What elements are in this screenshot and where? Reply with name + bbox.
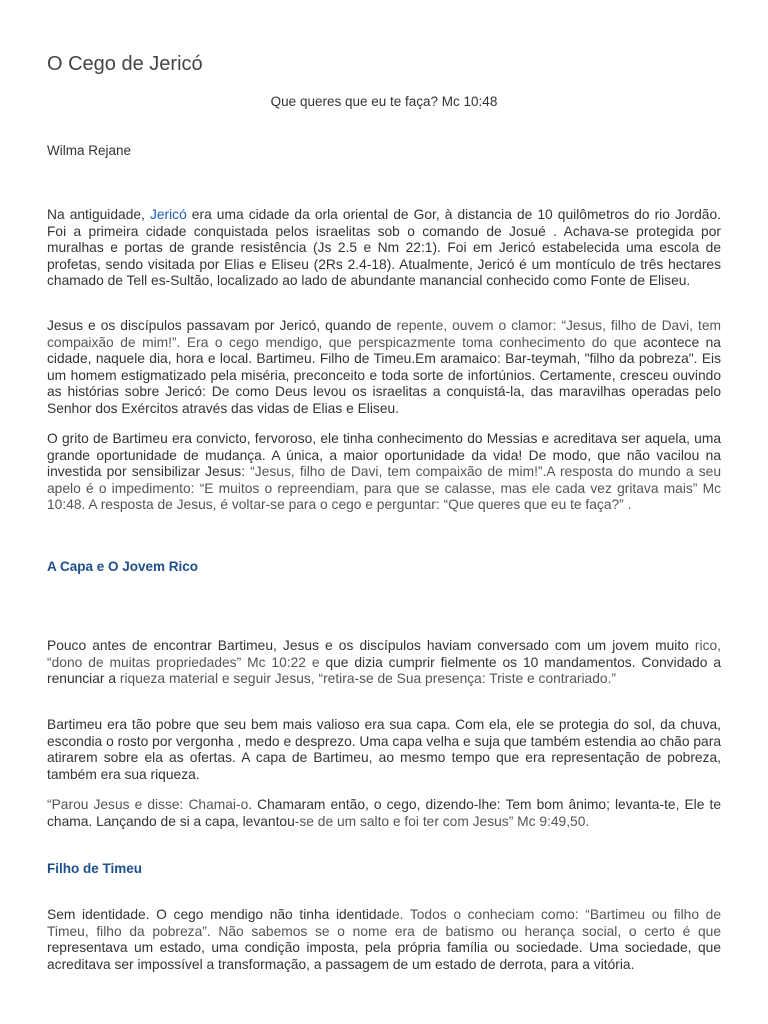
paragraph-capa: Bartimeu era tão pobre que seu bem mais valioso era sua capa. Com ela, ele se protegia do sol, da chuva, escondia o rosto por vergonha , medo e desprezo. Uma capa velha e suja que também estendia ao chão para atirarem sobre ela as ofertas. A capa de Bartimeu, ao mesmo tempo que era representação de pobreza, também era sua riqueza.: [47, 717, 721, 782]
paragraph-text: de. Todos o conheciam como: “Bartimeu ou filho de Timeu, filho da pobreza”. Não sabemos se o nome era de batismo ou herança social, o certo é que: [47, 907, 721, 939]
paragraph-text: era uma cidade da orla oriental de Gor, à distancia de 10 quilômetros do rio Jordão. Foi a primeira cidade conquistada pelos israelitas sob o comando de Josué . Achava-se protegida por muralhas e portas de grande resistência (Js 2.5 e Nm 22:1). Foi em Jericó estabelecida uma escola de profetas, sendo visitada por Elias e Eliseu (2Rs 2.4-18). Atualmente, Jericó é um montículo de três hectares chamado de Tell es-Sultão, localizado ao lado de abundante manancial conhecido como Fonte de Eliseu.: [47, 207, 721, 288]
paragraph-quote-parou: [47, 797, 721, 830]
paragraph-text: Jesus e os discípulos passavam por Jericó, quando de: [47, 318, 397, 333]
paragraph-antiquity: [47, 207, 721, 290]
section-heading-timeu: Filho de Timeu: [47, 861, 143, 876]
paragraph-text: . Chamaram então, o cego, dizendo-lhe: Tem bom ânimo; levanta-te, Ele te chama. Lançando de si a capa, levantou: [47, 797, 722, 829]
paragraph-text: -se de um salto e foi ter com Jesus” Mc 9:49,50.: [294, 813, 590, 829]
paragraph-text: acontece na cidade, naquele dia, hora e local. Bartimeu. Filho de Timeu.Em aramaico: Bar-teymah, "filho da pobreza". Eis um homem estigmatizado pela miséria, preconceito e toda sorte de infortúnios. Certamente, cresceu ouvindo as histórias sobre Jericó: De como Deus levou os israelitas a conquistá-la, das maravilhas operadas pelo Senhor dos Exércitos através das vidas de Elias e Eliseu.: [47, 334, 721, 416]
paragraph-jesus-passing: [47, 318, 721, 417]
subtitle-verse: Que queres que eu te faça? Mc 10:48: [270, 94, 498, 109]
page-title: O Cego de Jericó: [47, 53, 203, 75]
paragraph-text: Sem identidade. O cego mendigo não tinha identida: [47, 907, 385, 922]
paragraph-jovem-rico: [47, 638, 721, 688]
paragraph-text: rico, “dono de muitas propriedades” Mc 10:22 e: [47, 638, 721, 670]
author-name: Wilma Rejane: [47, 143, 132, 158]
jerico-link[interactable]: Jericó: [149, 207, 187, 222]
paragraph-text: “Parou Jesus e disse: Chamai-o: [47, 797, 249, 812]
paragraph-text: representava um estado, uma condição imposta, pela própria família ou sociedade. Uma sociedade, que acreditava ser impossível a transformação, a passagem de um estado de derrota, para a vitória.: [47, 940, 721, 972]
paragraph-text: riqueza material e seguir Jesus, “retira-se de Sua presença: Triste e contrariado.”: [119, 671, 617, 686]
paragraph-text: que dizia cumprir fielmente os 10 mandamentos. Convidado a renunciar a: [47, 654, 721, 686]
paragraph-identidade: [47, 907, 721, 973]
paragraph-text: repente, ouvem o clamor: “Jesus, filho de Davi, tem compaixão de mim!”. Era o cego mendigo, que perspicazmente toma conhecimento do que: [47, 318, 722, 350]
paragraph-text: Na antiguidade,: [47, 207, 150, 222]
section-heading-capa: A Capa e O Jovem Rico: [47, 559, 199, 574]
paragraph-bartimeu-cry: [47, 431, 721, 514]
paragraph-text: Pouco antes de encontrar Bartimeu, Jesus e os discípulos haviam conversado com um jovem muito: [47, 638, 695, 653]
paragraph-text: O grito de Bartimeu era convicto, fervoroso, ele tinha conhecimento do Messias e acreditava ser aquela, uma grande oportunidade de mudança. A única, a maior oportunidade da vida! De modo, que não vacilou na investida por sensibilizar Jesus:: [47, 431, 721, 479]
paragraph-text: “Jesus, filho de Davi, tem compaixão de mim!”.A resposta do mundo a seu apelo é o impedimento: “E muitos o repreendiam, para que se calasse, mas ele cada vez gritava mais” Mc 10:48. A resposta de Jesus, é voltar-se para o cego e perguntar: “Que queres que eu te faça?” .: [47, 464, 721, 512]
